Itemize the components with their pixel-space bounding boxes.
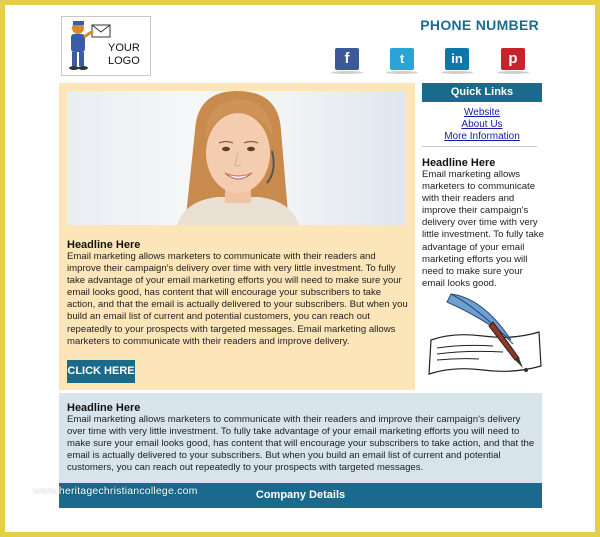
hero-photo <box>67 91 405 225</box>
company-details-footer[interactable]: Company Details <box>59 483 542 508</box>
divider <box>422 146 537 147</box>
logo-line-2: LOGO <box>108 55 140 67</box>
bottom-body-text: Email marketing allows marketers to communicate with their readers and improve their campaign's delivery over time with very little investment. To fully take advantage of your email marketing efforts you will need to make sure your email looks good, has content that will encourage your subscribers to take action, and that the email is actually delivered to your subscribers. But when you build an email list of current and potential customers, you can reach out repeatedly to your prospects with targeted messages. <box>67 414 535 474</box>
link-about-us[interactable]: About Us <box>461 119 503 130</box>
bottom-content-panel <box>59 393 542 483</box>
logo-text <box>108 42 140 68</box>
logo[interactable] <box>61 16 151 76</box>
watermark-text: www.heritagechristiancollege.com <box>33 485 198 497</box>
main-headline: Headline Here <box>67 239 141 251</box>
quick-links-header: Quick Links <box>422 83 542 102</box>
sidebar-body-text: Email marketing allows marketers to communicate with their readers and improve their campaign's delivery over time with very little investment. To fully take advantage of your email marketing efforts you will need to make sure your email looks good. <box>422 169 544 289</box>
bottom-headline: Headline Here <box>67 402 141 414</box>
click-here-button[interactable]: CLICK HERE <box>67 360 135 383</box>
twitter-icon[interactable]: t <box>390 48 414 70</box>
link-more-information[interactable]: More Information <box>444 131 520 142</box>
logo-line-1: YOUR <box>108 42 140 54</box>
social-shadow <box>497 71 529 74</box>
phone-number: PHONE NUMBER <box>420 17 539 33</box>
email-template-page <box>5 5 595 532</box>
social-shadow <box>386 71 418 74</box>
social-shadow <box>441 71 473 74</box>
link-website[interactable]: Website <box>464 107 500 118</box>
linkedin-icon[interactable]: in <box>445 48 469 70</box>
main-content-panel <box>59 83 415 390</box>
social-shadow <box>331 71 363 74</box>
pinterest-icon[interactable]: p <box>501 48 525 70</box>
woman-portrait-image <box>67 91 405 225</box>
quill-pen-icon <box>423 288 545 380</box>
facebook-icon[interactable]: f <box>335 48 359 70</box>
sidebar-headline: Headline Here <box>422 157 496 169</box>
main-body-text: Email marketing allows marketers to communicate with their readers and improve their campaign's delivery over time with very little investment. To fully take advantage of your email marketing efforts you will need to make sure your email looks good, has content that will encourage your subscribers to take action, and that the email is actually delivered to your subscribers. But when you build an email list of current and potential customers, you can reach out repeatedly to your prospects with targeted messages. Email marketing allows marketers to communicate with their readers and improve delivery. <box>67 251 408 347</box>
